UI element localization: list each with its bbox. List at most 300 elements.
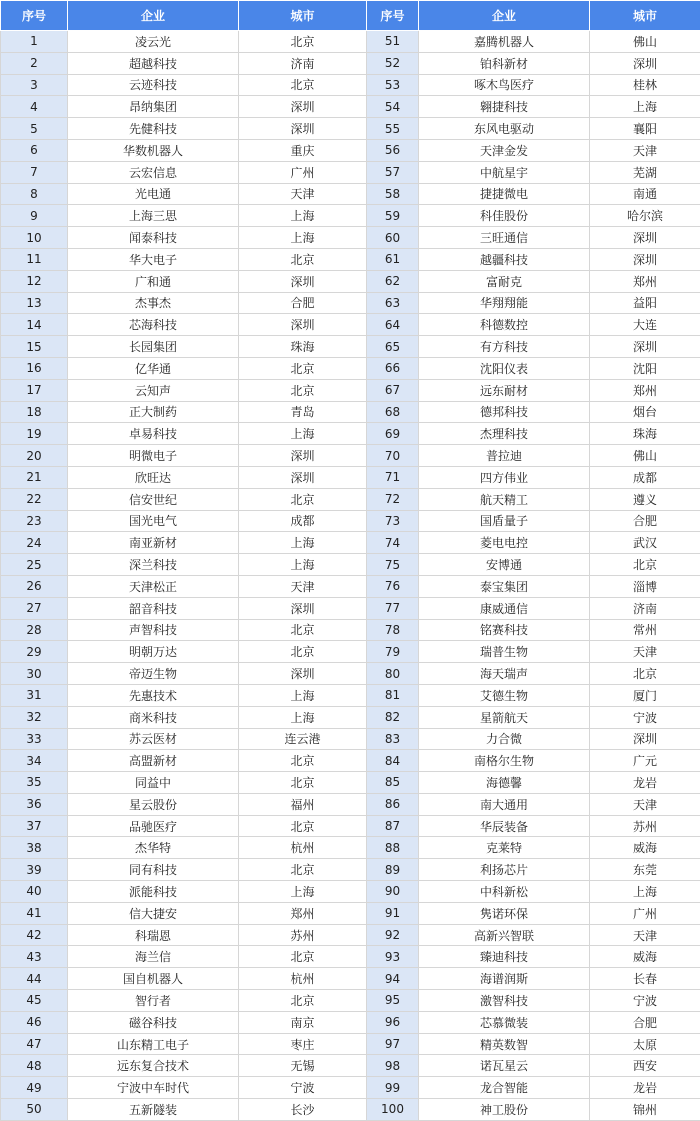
city-cell: 成都 [239,510,367,532]
table-row [1,728,700,750]
seq-cell: 19 [1,423,68,445]
seq-cell: 66 [367,357,419,379]
company-cell: 信安世纪 [68,488,239,510]
company-cell: 铭赛科技 [419,619,590,641]
company-cell: 广和通 [68,270,239,292]
company-cell: 翱捷科技 [419,96,590,118]
company-cell: 云迹科技 [68,74,239,96]
seq-cell: 35 [1,772,68,794]
table-row [1,597,700,619]
city-cell: 天津 [239,575,367,597]
city-cell: 合肥 [590,510,700,532]
company-cell: 品驰医疗 [68,815,239,837]
company-cell: 深兰科技 [68,554,239,576]
city-cell: 广州 [239,161,367,183]
city-cell: 宁波 [590,990,700,1012]
seq-cell: 13 [1,292,68,314]
seq-cell: 18 [1,401,68,423]
city-cell: 益阳 [590,292,700,314]
table-row [1,554,700,576]
city-cell: 大连 [590,314,700,336]
company-cell: 凌云光 [68,31,239,53]
seq-cell: 88 [367,837,419,859]
seq-cell: 84 [367,750,419,772]
company-cell: 沈阳仪表 [419,357,590,379]
seq-cell: 80 [367,663,419,685]
seq-cell: 17 [1,379,68,401]
company-cell: 华翔翔能 [419,292,590,314]
table-row [1,902,700,924]
city-cell: 深圳 [590,248,700,270]
city-cell: 郑州 [239,902,367,924]
company-cell: 海兰信 [68,946,239,968]
seq-cell: 62 [367,270,419,292]
seq-cell: 74 [367,532,419,554]
city-cell: 北京 [239,641,367,663]
city-cell: 枣庄 [239,1033,367,1055]
company-cell: 山东精工电子 [68,1033,239,1055]
company-cell: 智行者 [68,990,239,1012]
city-cell: 成都 [590,466,700,488]
table-body [1,31,700,1121]
company-cell: 富耐克 [419,270,590,292]
company-cell: 高盟新材 [68,750,239,772]
table-row [1,641,700,663]
table-row [1,706,700,728]
company-cell: 嘉腾机器人 [419,31,590,53]
city-cell: 龙岩 [590,1077,700,1099]
seq-cell: 31 [1,684,68,706]
table-row [1,772,700,794]
seq-cell: 63 [367,292,419,314]
company-cell: 越疆科技 [419,248,590,270]
city-cell: 福州 [239,793,367,815]
city-cell: 东莞 [590,859,700,881]
company-cell: 利扬芯片 [419,859,590,881]
company-cell: 铂科新材 [419,52,590,74]
city-cell: 北京 [590,663,700,685]
table-row [1,227,700,249]
seq-cell: 11 [1,248,68,270]
company-cell: 天津金发 [419,139,590,161]
company-cell: 芯慕微装 [419,1011,590,1033]
city-cell: 杭州 [239,968,367,990]
seq-cell: 9 [1,205,68,227]
city-cell: 北京 [239,488,367,510]
company-cell: 明朝万达 [68,641,239,663]
seq-cell: 51 [367,31,419,53]
company-cell: 瑞普生物 [419,641,590,663]
seq-cell: 12 [1,270,68,292]
city-cell: 上海 [239,205,367,227]
city-cell: 太原 [590,1033,700,1055]
seq-cell: 29 [1,641,68,663]
seq-cell: 68 [367,401,419,423]
table-row [1,859,700,881]
header-company: 企业 [419,1,590,31]
company-cell: 杰华特 [68,837,239,859]
city-cell: 北京 [239,619,367,641]
seq-cell: 83 [367,728,419,750]
seq-cell: 36 [1,793,68,815]
table-row [1,1055,700,1077]
company-cell: 中科新松 [419,881,590,903]
seq-cell: 8 [1,183,68,205]
company-cell: 华数机器人 [68,139,239,161]
table-row [1,161,700,183]
city-cell: 珠海 [590,423,700,445]
company-cell: 国盾量子 [419,510,590,532]
table-row [1,619,700,641]
city-cell: 威海 [590,946,700,968]
table-row [1,837,700,859]
seq-cell: 20 [1,445,68,467]
company-cell: 普拉迪 [419,445,590,467]
seq-cell: 25 [1,554,68,576]
header-row [1,1,700,31]
seq-cell: 43 [1,946,68,968]
city-cell: 佛山 [590,31,700,53]
company-cell: 航天精工 [419,488,590,510]
city-cell: 珠海 [239,336,367,358]
seq-cell: 61 [367,248,419,270]
seq-cell: 85 [367,772,419,794]
city-cell: 北京 [239,859,367,881]
table-row [1,793,700,815]
table-row [1,74,700,96]
seq-cell: 15 [1,336,68,358]
company-cell: 克莱特 [419,837,590,859]
seq-cell: 91 [367,902,419,924]
table-row [1,815,700,837]
company-cell: 苏云医材 [68,728,239,750]
company-cell: 远东耐材 [419,379,590,401]
company-cell: 先健科技 [68,118,239,140]
company-cell: 南格尔生物 [419,750,590,772]
company-cell: 国自机器人 [68,968,239,990]
seq-cell: 100 [367,1099,419,1121]
city-cell: 深圳 [239,314,367,336]
city-cell: 西安 [590,1055,700,1077]
city-cell: 南京 [239,1011,367,1033]
company-cell: 有方科技 [419,336,590,358]
city-cell: 北京 [239,772,367,794]
city-cell: 北京 [590,554,700,576]
company-cell: 泰宝集团 [419,575,590,597]
seq-cell: 70 [367,445,419,467]
company-cell: 长园集团 [68,336,239,358]
table-row [1,445,700,467]
table-row [1,336,700,358]
city-cell: 襄阳 [590,118,700,140]
table-row [1,750,700,772]
table-row [1,401,700,423]
company-cell: 德邦科技 [419,401,590,423]
seq-cell: 60 [367,227,419,249]
company-cell: 神工股份 [419,1099,590,1121]
city-cell: 深圳 [590,227,700,249]
city-cell: 烟台 [590,401,700,423]
table-row [1,248,700,270]
seq-cell: 96 [367,1011,419,1033]
table-row [1,924,700,946]
city-cell: 淄博 [590,575,700,597]
seq-cell: 26 [1,575,68,597]
table-row [1,96,700,118]
city-cell: 遵义 [590,488,700,510]
seq-cell: 64 [367,314,419,336]
city-cell: 青岛 [239,401,367,423]
city-cell: 深圳 [239,270,367,292]
city-cell: 深圳 [590,336,700,358]
city-cell: 天津 [590,139,700,161]
city-cell: 深圳 [239,445,367,467]
seq-cell: 27 [1,597,68,619]
city-cell: 威海 [590,837,700,859]
seq-cell: 38 [1,837,68,859]
seq-cell: 40 [1,881,68,903]
company-cell: 南大通用 [419,793,590,815]
seq-cell: 45 [1,990,68,1012]
seq-cell: 2 [1,52,68,74]
company-cell: 杰事杰 [68,292,239,314]
city-cell: 长沙 [239,1099,367,1121]
city-cell: 重庆 [239,139,367,161]
seq-cell: 24 [1,532,68,554]
company-cell: 磁谷科技 [68,1011,239,1033]
seq-cell: 7 [1,161,68,183]
city-cell: 深圳 [239,663,367,685]
table-row [1,881,700,903]
company-cell: 华大电子 [68,248,239,270]
seq-cell: 46 [1,1011,68,1033]
company-cell: 艾德生物 [419,684,590,706]
header-city: 城市 [239,1,367,31]
seq-cell: 48 [1,1055,68,1077]
city-cell: 北京 [239,990,367,1012]
city-cell: 上海 [590,96,700,118]
company-cell: 同有科技 [68,859,239,881]
company-cell: 高新兴智联 [419,924,590,946]
company-cell: 激智科技 [419,990,590,1012]
table-row [1,292,700,314]
seq-cell: 28 [1,619,68,641]
city-cell: 南通 [590,183,700,205]
seq-cell: 71 [367,466,419,488]
table-row [1,1011,700,1033]
seq-cell: 65 [367,336,419,358]
seq-cell: 78 [367,619,419,641]
company-cell: 信大捷安 [68,902,239,924]
company-cell: 安博通 [419,554,590,576]
seq-cell: 44 [1,968,68,990]
city-cell: 济南 [590,597,700,619]
seq-cell: 6 [1,139,68,161]
city-cell: 北京 [239,357,367,379]
seq-cell: 42 [1,924,68,946]
company-cell: 诺瓦星云 [419,1055,590,1077]
seq-cell: 90 [367,881,419,903]
city-cell: 锦州 [590,1099,700,1121]
table-row [1,52,700,74]
city-cell: 连云港 [239,728,367,750]
city-cell: 天津 [239,183,367,205]
table-row [1,379,700,401]
company-cell: 海天瑞声 [419,663,590,685]
city-cell: 上海 [590,881,700,903]
city-cell: 厦门 [590,684,700,706]
seq-cell: 72 [367,488,419,510]
seq-cell: 55 [367,118,419,140]
city-cell: 天津 [590,641,700,663]
seq-cell: 47 [1,1033,68,1055]
city-cell: 北京 [239,750,367,772]
city-cell: 北京 [239,74,367,96]
table-row [1,314,700,336]
company-cell: 星箭航天 [419,706,590,728]
table-row [1,684,700,706]
table-row [1,663,700,685]
city-cell: 佛山 [590,445,700,467]
company-cell: 捷捷微电 [419,183,590,205]
company-cell: 派能科技 [68,881,239,903]
seq-cell: 98 [367,1055,419,1077]
city-cell: 北京 [239,379,367,401]
seq-cell: 3 [1,74,68,96]
seq-cell: 69 [367,423,419,445]
seq-cell: 92 [367,924,419,946]
city-cell: 上海 [239,227,367,249]
table-row [1,357,700,379]
city-cell: 苏州 [239,924,367,946]
company-cell: 远东复合技术 [68,1055,239,1077]
city-cell: 哈尔滨 [590,205,700,227]
seq-cell: 99 [367,1077,419,1099]
city-cell: 深圳 [590,728,700,750]
table-row [1,139,700,161]
city-cell: 深圳 [239,118,367,140]
seq-cell: 23 [1,510,68,532]
seq-cell: 1 [1,31,68,53]
seq-cell: 89 [367,859,419,881]
city-cell: 合肥 [590,1011,700,1033]
city-cell: 北京 [239,815,367,837]
company-cell: 天津松正 [68,575,239,597]
company-cell: 云宏信息 [68,161,239,183]
company-cell: 三旺通信 [419,227,590,249]
company-cell: 四方伟业 [419,466,590,488]
table-row [1,118,700,140]
seq-cell: 37 [1,815,68,837]
table-row [1,423,700,445]
city-cell: 无锡 [239,1055,367,1077]
seq-cell: 56 [367,139,419,161]
city-cell: 上海 [239,881,367,903]
header-seq: 序号 [367,1,419,31]
company-cell: 芯海科技 [68,314,239,336]
seq-cell: 58 [367,183,419,205]
company-cell: 韶音科技 [68,597,239,619]
company-cell: 臻迪科技 [419,946,590,968]
seq-cell: 41 [1,902,68,924]
company-cell: 先惠技术 [68,684,239,706]
seq-cell: 76 [367,575,419,597]
city-cell: 沈阳 [590,357,700,379]
company-cell: 科佳股份 [419,205,590,227]
company-cell: 同益中 [68,772,239,794]
table-row [1,532,700,554]
table-row [1,31,700,53]
company-cell: 菱电电控 [419,532,590,554]
table-row [1,270,700,292]
company-cell: 国光电气 [68,510,239,532]
city-cell: 上海 [239,423,367,445]
city-cell: 桂林 [590,74,700,96]
city-cell: 上海 [239,554,367,576]
company-cell: 星云股份 [68,793,239,815]
seq-cell: 10 [1,227,68,249]
company-cell: 闻泰科技 [68,227,239,249]
city-cell: 上海 [239,706,367,728]
seq-cell: 86 [367,793,419,815]
city-cell: 深圳 [590,52,700,74]
city-cell: 常州 [590,619,700,641]
company-cell: 云知声 [68,379,239,401]
company-cell: 南亚新材 [68,532,239,554]
table-row [1,510,700,532]
city-cell: 芜湖 [590,161,700,183]
city-cell: 上海 [239,532,367,554]
seq-cell: 34 [1,750,68,772]
city-cell: 深圳 [239,466,367,488]
seq-cell: 30 [1,663,68,685]
company-cell: 杰理科技 [419,423,590,445]
seq-cell: 75 [367,554,419,576]
city-cell: 广元 [590,750,700,772]
seq-cell: 82 [367,706,419,728]
company-cell: 海德馨 [419,772,590,794]
city-cell: 广州 [590,902,700,924]
city-cell: 杭州 [239,837,367,859]
city-cell: 天津 [590,924,700,946]
city-cell: 济南 [239,52,367,74]
company-cell: 光电通 [68,183,239,205]
seq-cell: 22 [1,488,68,510]
company-cell: 正大制药 [68,401,239,423]
company-cell: 康威通信 [419,597,590,619]
seq-cell: 33 [1,728,68,750]
company-cell: 昂纳集团 [68,96,239,118]
company-cell: 超越科技 [68,52,239,74]
city-cell: 苏州 [590,815,700,837]
seq-cell: 93 [367,946,419,968]
seq-cell: 77 [367,597,419,619]
company-cell: 啄木鸟医疗 [419,74,590,96]
seq-cell: 32 [1,706,68,728]
city-cell: 合肥 [239,292,367,314]
company-cell: 宁波中车时代 [68,1077,239,1099]
company-cell: 隽诺环保 [419,902,590,924]
city-cell: 天津 [590,793,700,815]
seq-cell: 59 [367,205,419,227]
company-cell: 欣旺达 [68,466,239,488]
seq-cell: 67 [367,379,419,401]
seq-cell: 5 [1,118,68,140]
header-city: 城市 [590,1,700,31]
city-cell: 宁波 [239,1077,367,1099]
city-cell: 龙岩 [590,772,700,794]
company-cell: 精英数智 [419,1033,590,1055]
